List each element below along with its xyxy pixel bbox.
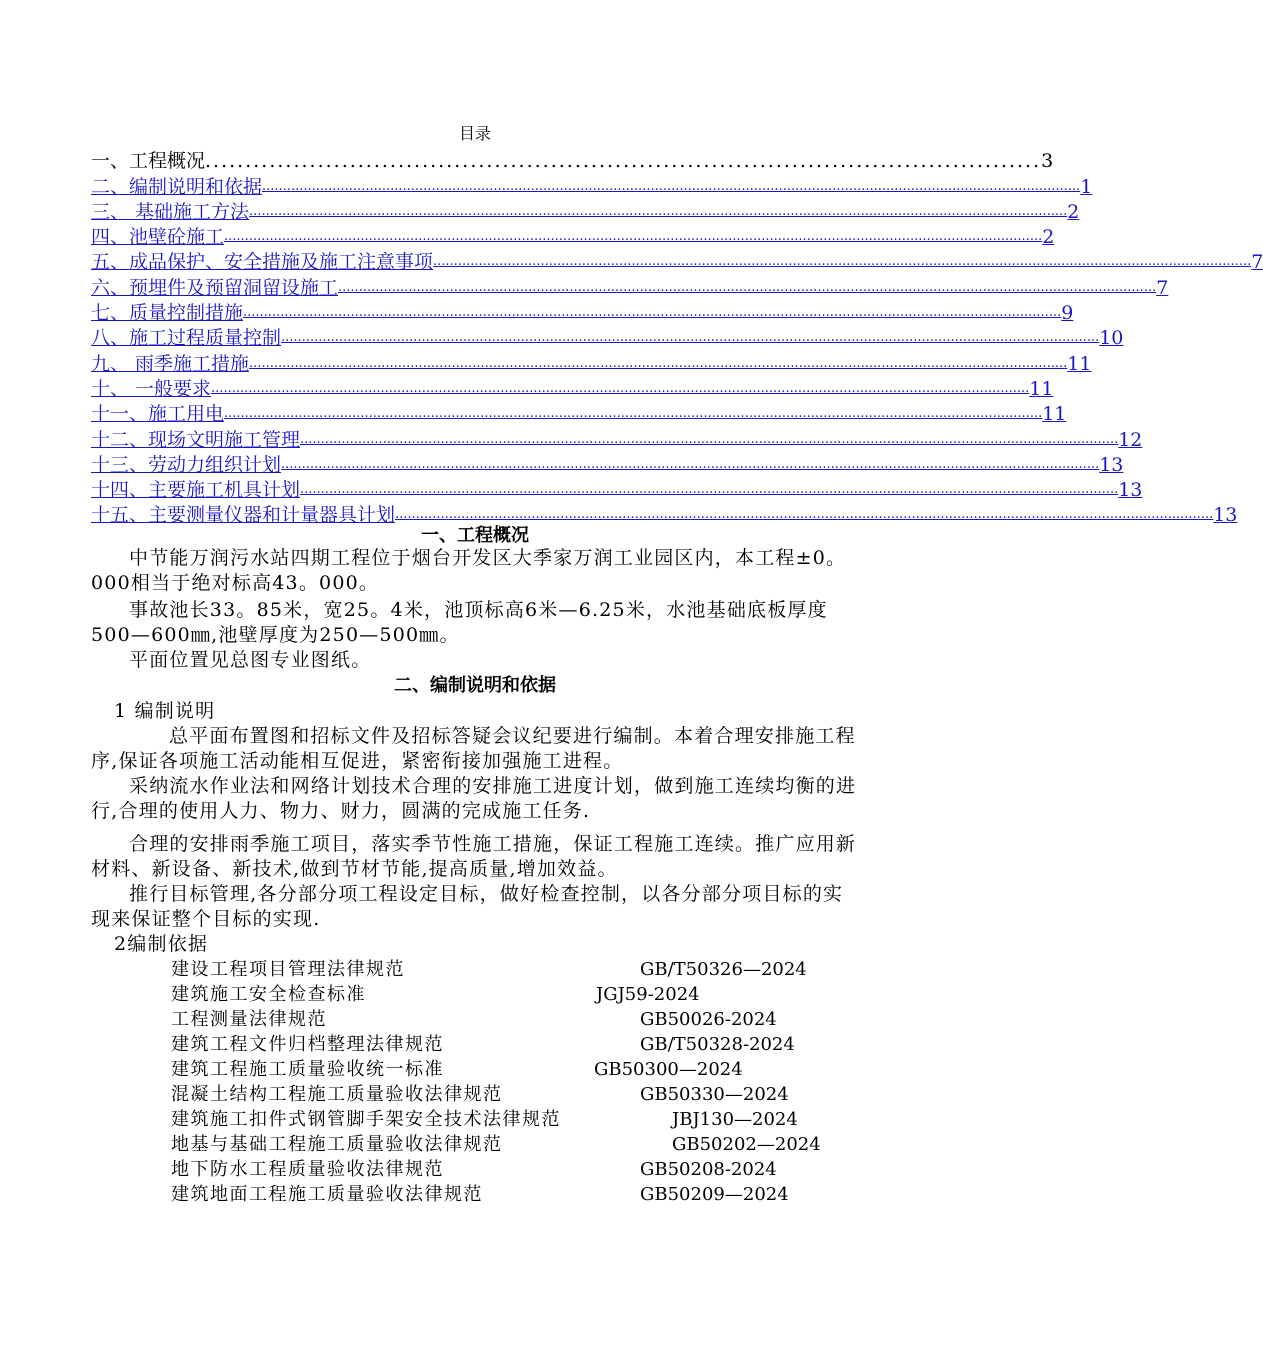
paragraph: 采纳流水作业法和网络计划技术合理的安排施工进度计划，做到施工连续均衡的进行,合理的使用人力、物力、财力，圆满的完成施工任务.: [91, 775, 857, 822]
toc-entry-page: 13: [1099, 453, 1124, 476]
toc-entry-label: 十、 一般要求: [91, 377, 212, 400]
toc-link[interactable]: [91, 199, 1080, 224]
toc-entry-page: 11: [1042, 403, 1067, 426]
toc-entry-page: 7: [1156, 276, 1169, 299]
standard-name: 地基与基础工程施工质量验收法律规范: [171, 1134, 503, 1155]
standard-code: GB50026-2024: [640, 1009, 777, 1030]
toc-link[interactable]: [91, 401, 1067, 426]
toc-leader-dots: ......................................................................................................................................................................................................: [281, 456, 1100, 472]
toc-link[interactable]: [91, 224, 1055, 249]
toc-leader-dots: ......................................................................................................................................................................................................: [300, 482, 1119, 498]
toc-entry-label: 六、预埋件及预留洞留设施工: [91, 276, 339, 299]
toc-link[interactable]: [91, 249, 1263, 274]
toc-leader-dots: ......................................................................................................................................................................................................: [224, 406, 1043, 422]
toc-entry-page: 11: [1029, 377, 1054, 400]
toc-entry-label: 十三、劳动力组织计划: [91, 453, 282, 476]
toc-entry-page: 7: [1251, 251, 1263, 274]
toc-leader-dots: ......................................................................................................................................................................................................: [249, 355, 1068, 371]
toc-entry-page: 9: [1061, 302, 1074, 325]
toc-link[interactable]: [91, 426, 1143, 451]
standard-name: 建设工程项目管理法律规范: [171, 959, 405, 980]
table-of-contents: [91, 148, 1263, 527]
toc-entry-page: 10: [1099, 327, 1124, 350]
toc-leader-dots: ......................................................................................................................................................................................................: [249, 203, 1068, 219]
standard-name: 建筑工程文件归档整理法律规范: [171, 1034, 444, 1055]
subheading: 2编制依据: [114, 933, 209, 955]
standard-code: JBJ130—2024: [672, 1109, 798, 1130]
standard-code: GB50208-2024: [640, 1159, 777, 1180]
paragraph: 总平面布置图和招标文件及招标答疑会议纪要进行编制。本着合理安排施工程序,保证各项施工活动能相互促进，紧密衔接加强施工进程。: [91, 725, 856, 772]
paragraph: 事故池长33。85米，宽25。4米，池顶标高6米—6.25米，水池基础底板厚度500—600㎜,池壁厚度为250—500㎜。: [91, 599, 828, 646]
toc-entry-label: 十四、主要施工机具计划: [91, 479, 301, 502]
subheading: 1 编制说明: [114, 700, 216, 722]
section-heading: 二、编制说明和依据: [394, 675, 556, 696]
toc-entry-label: 七、质量控制措施: [91, 302, 244, 325]
toc-entry-page: 12: [1118, 428, 1143, 451]
standard-code: GB50202—2024: [672, 1134, 821, 1155]
standard-code: GB/T50328-2024: [640, 1034, 795, 1055]
toc-leader-dots: ......................................................................................................................................................................................................: [300, 431, 1119, 447]
standard-code: GB50330—2024: [640, 1084, 789, 1105]
toc-leader-dots: ......................................................................................................................................................................................................: [281, 330, 1100, 346]
toc-link[interactable]: [91, 173, 1093, 198]
toc-entry-page: 1: [1080, 175, 1093, 198]
toc-entry-page: 2: [1042, 226, 1055, 249]
toc-link[interactable]: [91, 274, 1169, 299]
toc-link[interactable]: [91, 452, 1124, 477]
paragraph: 中节能万润污水站四期工程位于烟台开发区大季家万润工业园区内，本工程±0。000相当于绝对标高43。000。: [91, 547, 847, 594]
toc-link[interactable]: [91, 477, 1143, 502]
standard-name: 混凝土结构工程施工质量验收法律规范: [171, 1084, 503, 1105]
toc-leader-dots: ......................................................................................................................................................................................................: [395, 507, 1214, 523]
standard-name: 建筑工程施工质量验收统一标准: [171, 1059, 444, 1080]
toc-entry-label: 三、 基础施工方法: [91, 200, 250, 223]
toc-entry-page: 3: [1041, 150, 1054, 173]
toc-link[interactable]: [91, 350, 1092, 375]
toc-entry-page: 13: [1118, 479, 1143, 502]
toc-entry-label: 十五、主要测量仪器和计量器具计划: [91, 504, 396, 527]
toc-entry-label: 二、编制说明和依据: [91, 175, 263, 198]
toc-leader-dots: ......................................................................................................................................................................................................: [224, 229, 1043, 245]
paragraph: 平面位置见总图专业图纸。: [129, 649, 372, 671]
toc-entry-label: 五、成品保护、安全措施及施工注意事项: [91, 251, 434, 274]
toc-entry-label: 一、工程概况: [91, 150, 206, 173]
toc-entry-label: 八、施工过程质量控制: [91, 327, 282, 350]
toc-entry[interactable]: [91, 148, 1054, 173]
toc-entry-label: 四、池壁砼施工: [91, 226, 225, 249]
standard-name: 工程测量法律规范: [171, 1009, 327, 1030]
toc-entry-page: 2: [1067, 200, 1080, 223]
paragraph: 推行目标管理,各分部分项工程设定目标，做好检查控制，以各分部分项目标的实现来保证整个目标的实现.: [91, 883, 844, 930]
toc-link[interactable]: [91, 376, 1054, 401]
toc-entry-label: 十二、现场文明施工管理: [91, 428, 301, 451]
paragraph: 合理的安排雨季施工项目，落实季节性施工措施，保证工程施工连续。推广应用新材料、新设备、新技术,做到节材节能,提高质量,增加效益。: [91, 833, 857, 880]
toc-entry-label: 十一、施工用电: [91, 403, 225, 426]
standard-code: GB/T50326—2024: [640, 959, 807, 980]
toc-leader-dots: ......................................................................................................................................................................................................: [243, 305, 1062, 321]
toc-leader-dots: ......................................................................................................................................................................................................: [262, 178, 1081, 194]
standard-code: JGJ59-2024: [596, 984, 700, 1005]
toc-title: 目录: [458, 124, 491, 143]
toc-leader-dots: ......................................................................................................................................................................................................: [433, 254, 1252, 270]
standard-code: GB50300—2024: [594, 1059, 743, 1080]
toc-entry-label: 九、 雨季施工措施: [91, 352, 250, 375]
standard-name: 地下防水工程质量验收法律规范: [171, 1159, 444, 1180]
toc-leader-dots: ......................................................................................................................................................................................................: [211, 380, 1030, 396]
standard-code: GB50209—2024: [640, 1184, 789, 1205]
toc-leader-dots: ........................................................................................................: [205, 150, 1042, 173]
toc-entry-page: 11: [1067, 352, 1092, 375]
toc-leader-dots: ......................................................................................................................................................................................................: [338, 279, 1157, 295]
standard-name: 建筑施工安全检查标准: [171, 984, 366, 1005]
toc-link[interactable]: [91, 325, 1124, 350]
section-heading: 一、工程概况: [421, 525, 529, 546]
toc-entry-page: 13: [1213, 504, 1238, 527]
standard-name: 建筑施工扣件式钢管脚手架安全技术法律规范: [171, 1109, 561, 1130]
standard-name: 建筑地面工程施工质量验收法律规范: [171, 1184, 483, 1205]
toc-link[interactable]: [91, 300, 1074, 325]
